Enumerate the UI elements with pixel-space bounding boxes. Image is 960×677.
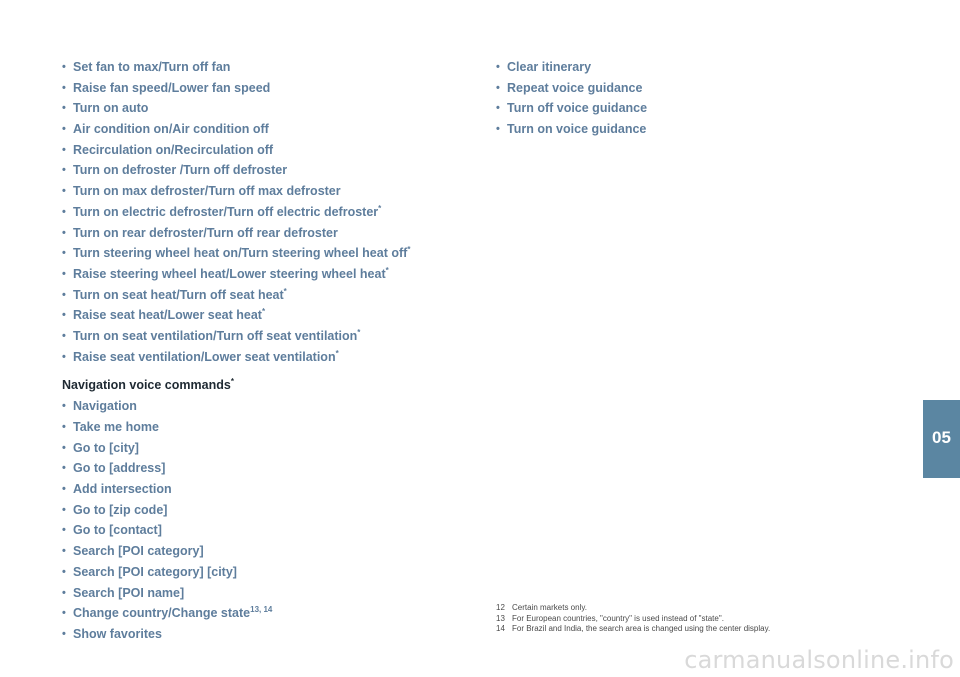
list-item-text: Set fan to max/Turn off fan — [73, 60, 231, 74]
footnote-text: For European countries, "country" is used instead of "state". — [512, 613, 724, 623]
list-item — [62, 396, 482, 417]
footnotes — [496, 603, 826, 635]
footnote-mark: 13, 14 — [250, 605, 273, 615]
list-item-text: Add intersection — [73, 482, 172, 497]
list-item — [62, 500, 482, 521]
chapter-tab[interactable] — [923, 400, 960, 478]
footnote-number: 14 — [496, 624, 505, 633]
list-item-text: Go to [zip code] — [73, 502, 168, 517]
footnote-mark: * — [335, 348, 339, 358]
list-item — [62, 624, 482, 645]
footnote-mark: * — [378, 203, 382, 213]
list-item-text: Raise steering wheel heat/Lower steering wheel heat — [73, 266, 386, 281]
list-item-text: Turn on electric defroster/Turn off electric defroster — [73, 204, 379, 219]
list-item — [62, 181, 482, 202]
footnote-mark: * — [385, 265, 389, 275]
list-item-text: Air condition on/Air condition off — [73, 122, 269, 137]
list-item-text: Turn on max defroster/Turn off max defroster — [73, 184, 341, 199]
list-item-text: Change country/Change state — [73, 606, 251, 621]
chapter-number: 05 — [932, 428, 951, 447]
list-item — [62, 243, 482, 264]
list-item — [62, 583, 482, 604]
list-item-text: Search [POI name] — [73, 585, 185, 600]
footnote — [496, 603, 826, 614]
footnote-text: Certain markets only. — [512, 603, 587, 612]
list-item — [62, 347, 482, 368]
list-item — [62, 603, 482, 624]
list-item-text: Raise seat heat/Lower seat heat — [73, 308, 262, 323]
list-item — [62, 140, 482, 161]
list-item — [62, 438, 482, 459]
footnote-text: For Brazil and India, the search area is changed using the center display. — [512, 624, 771, 633]
list-item-text: Navigation — [73, 399, 137, 414]
footnote-mark: * — [261, 307, 266, 317]
list-item — [62, 98, 482, 119]
footnote-mark: * — [407, 245, 411, 255]
list-item — [62, 520, 482, 541]
list-item-text: Turn on seat heat/Turn off seat heat — [73, 287, 284, 302]
footnote-mark: * — [357, 327, 361, 337]
list-item-text: Recirculation on/Recirculation off — [73, 142, 274, 157]
list-item-text: Show favorites — [73, 626, 162, 641]
list-item-text: Search [POI category] [city] — [73, 564, 237, 579]
list-item — [496, 119, 826, 140]
climate-commands-list — [62, 57, 482, 367]
list-item — [62, 326, 482, 347]
list-item — [496, 98, 826, 119]
list-item — [496, 78, 826, 99]
guidance-commands-list — [496, 57, 826, 140]
list-item — [496, 57, 826, 78]
list-item-text: Turn on voice guidance — [507, 122, 647, 137]
list-item-text: Search [POI category] — [73, 544, 204, 559]
watermark: carmanualsonline.info — [684, 646, 954, 674]
list-item-text: Take me home — [73, 420, 159, 434]
list-item — [62, 458, 482, 479]
list-item-text: Turn on seat ventilation/Turn off seat ventilation — [73, 328, 358, 343]
list-item-text: Go to [contact] — [73, 523, 162, 538]
list-item-text: Turn on auto — [73, 101, 149, 116]
list-item — [62, 264, 482, 285]
footnote-number: 12 — [496, 603, 505, 612]
footnote-mark: * — [283, 286, 287, 296]
list-item — [62, 202, 482, 223]
list-item-text: Turn on rear defroster/Turn off rear defroster — [73, 225, 338, 240]
list-item — [62, 57, 482, 78]
footnote-number: 13 — [496, 613, 505, 623]
left-column — [62, 57, 482, 645]
list-item-text: Turn on defroster /Turn off defroster — [73, 163, 288, 178]
footnote — [496, 624, 826, 635]
list-item — [62, 119, 482, 140]
list-item-text: Go to [city] — [73, 440, 139, 455]
list-item — [62, 160, 482, 181]
list-item — [62, 285, 482, 306]
navigation-commands-heading — [62, 376, 482, 394]
list-item — [62, 78, 482, 99]
list-item — [62, 541, 482, 562]
list-item — [62, 562, 482, 583]
right-column — [496, 57, 826, 140]
navigation-commands-list — [62, 396, 482, 644]
list-item-text: Turn off voice guidance — [507, 101, 648, 116]
list-item-text: Raise seat ventilation/Lower seat ventilation — [73, 349, 336, 364]
list-item — [62, 417, 482, 438]
list-item-text: Go to [address] — [73, 461, 166, 476]
list-item-text: Repeat voice guidance — [507, 80, 643, 95]
footnote — [496, 614, 826, 625]
list-item-text: Raise fan speed/Lower fan speed — [73, 80, 271, 95]
list-item-text: Turn steering wheel heat on/Turn steering wheel heat off — [73, 246, 408, 261]
heading-text: Navigation voice commands — [62, 378, 231, 393]
list-item — [62, 479, 482, 500]
list-item-text: Clear itinerary — [507, 60, 592, 74]
heading-footnote-mark: * — [230, 377, 234, 387]
list-item — [62, 223, 482, 244]
list-item — [62, 305, 482, 326]
